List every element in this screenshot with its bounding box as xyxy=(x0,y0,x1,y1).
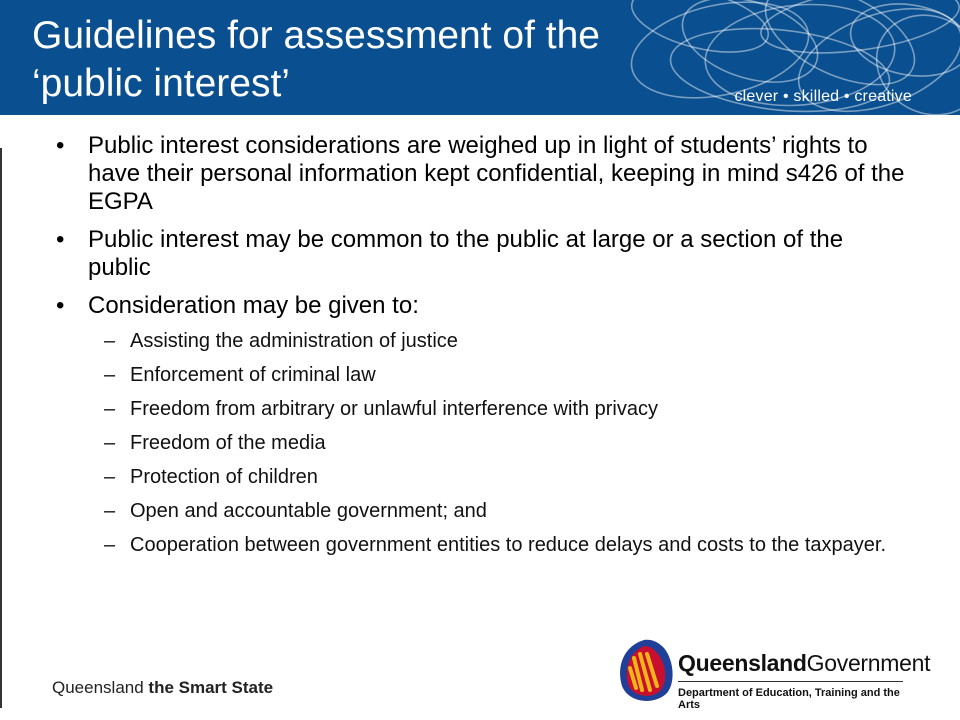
logo-name-regular: Government xyxy=(806,650,931,676)
footer-smart-state xyxy=(52,678,273,698)
dash-marker: – xyxy=(104,364,116,386)
sub-list xyxy=(52,330,912,557)
dash-marker: – xyxy=(104,432,116,454)
sub-item xyxy=(52,398,912,421)
logo-department: Department of Education, Training and the Arts xyxy=(678,687,900,711)
header-banner xyxy=(0,0,960,115)
sub-item xyxy=(52,330,912,353)
logo-name xyxy=(678,650,930,677)
sub-item-text: Assisting the administration of justice xyxy=(130,330,458,352)
bullet-item xyxy=(52,132,912,216)
bullet-item xyxy=(52,226,912,282)
sub-item-text: Open and accountable government; and xyxy=(130,500,487,522)
title-line-2: ‘public interest’ xyxy=(32,62,290,105)
logo-divider xyxy=(678,681,903,682)
queensland-government-logo xyxy=(612,636,931,711)
sub-item xyxy=(52,432,912,455)
footer-regular-text: Queensland xyxy=(52,678,144,697)
sub-item-text: Freedom of the media xyxy=(130,432,326,454)
slide-title xyxy=(32,12,600,108)
bullet-marker: • xyxy=(56,292,65,319)
dash-marker: – xyxy=(104,500,116,522)
sub-item-text: Cooperation between government entities to reduce delays and costs to the taxpayer. xyxy=(130,534,887,556)
sub-item xyxy=(52,364,912,387)
sub-item xyxy=(52,500,912,523)
bullet-marker: • xyxy=(56,132,65,159)
bullet-text: Public interest considerations are weighed up in light of students’ rights to have their personal information kept confidential, keeping in mind s426 of the EGPA xyxy=(88,132,905,215)
dash-marker: – xyxy=(104,534,116,556)
bullet-text: Consideration may be given to: xyxy=(88,292,419,319)
footer-bold-text: the Smart State xyxy=(148,678,274,697)
title-line-1: Guidelines for assessment of the xyxy=(32,14,600,57)
slide-content xyxy=(52,132,912,568)
logo-name-bold: Queensland xyxy=(678,650,807,676)
crest-icon xyxy=(612,636,676,706)
bullet-item xyxy=(52,292,912,320)
sub-item xyxy=(52,466,912,489)
left-divider xyxy=(0,148,2,708)
sub-item-text: Protection of children xyxy=(130,466,318,488)
dash-marker: – xyxy=(104,398,116,420)
dash-marker: – xyxy=(104,330,116,352)
tagline: clever • skilled • creative xyxy=(734,88,912,105)
bullet-marker: • xyxy=(56,226,65,253)
sub-item-text: Freedom from arbitrary or unlawful interference with privacy xyxy=(130,398,658,420)
dash-marker: – xyxy=(104,466,116,488)
sub-item xyxy=(52,534,912,557)
bullet-text: Public interest may be common to the public at large or a section of the public xyxy=(88,226,844,281)
sub-item-text: Enforcement of criminal law xyxy=(130,364,376,386)
